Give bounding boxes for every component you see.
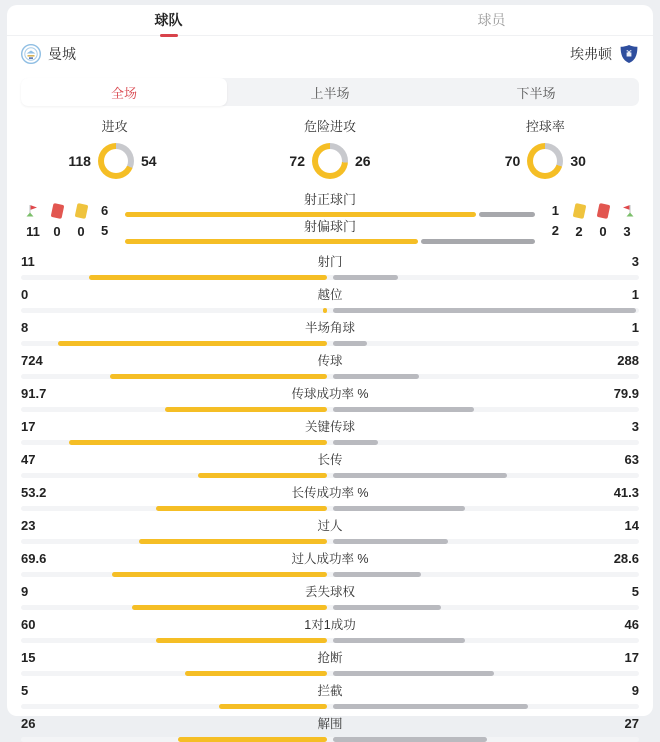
- home-bar: [69, 440, 327, 445]
- segment-first-half[interactable]: [227, 78, 433, 106]
- stat-home-value: 8: [21, 320, 29, 335]
- stat-row: [7, 379, 653, 412]
- shots-off-target-label: 射偏球门: [303, 219, 356, 234]
- stat-bar: [21, 638, 639, 643]
- home-bar: [156, 506, 327, 511]
- stat-home-value: 23: [21, 518, 36, 533]
- stat-bar: [21, 407, 639, 412]
- stat-label: 传球: [317, 354, 343, 368]
- away-bar: [333, 605, 441, 610]
- stat-row: [7, 610, 653, 643]
- stat-label: 过人: [317, 519, 343, 533]
- stat-away-value: 63: [624, 452, 639, 467]
- tab-team[interactable]: [7, 10, 330, 30]
- stat-label: 丢失球权: [304, 585, 355, 599]
- away-corner-flag-icon: [615, 203, 639, 219]
- home-bar: [132, 605, 327, 610]
- period-segmented-control: [21, 78, 639, 106]
- stat-label: 解围: [317, 717, 343, 731]
- home-bar: [112, 572, 327, 577]
- stat-row: [7, 313, 653, 346]
- home-bar: [110, 374, 327, 379]
- stat-label: 半场角球: [304, 321, 355, 335]
- stat-row: [7, 676, 653, 709]
- stat-home-value: 17: [21, 419, 36, 434]
- home-bar: [58, 341, 327, 346]
- stat-bar: [21, 341, 639, 346]
- home-bar: [125, 239, 418, 244]
- away-red-card-icon: [591, 203, 615, 219]
- away-bar: [421, 239, 535, 244]
- stat-home-value: 11: [21, 254, 35, 269]
- stat-away-value: 1: [631, 287, 639, 302]
- away-bar: [333, 572, 421, 577]
- stat-label: 长传成功率 %: [291, 486, 369, 500]
- home-yellow-cards-count: 0: [77, 223, 85, 239]
- team-row: [7, 36, 653, 72]
- home-bar: [178, 737, 327, 742]
- stat-bar: [21, 704, 639, 709]
- donut-ring: [312, 143, 348, 179]
- home-bar: [165, 407, 327, 412]
- stat-row: [7, 478, 653, 511]
- away-yellow-cards-count: 2: [575, 223, 583, 239]
- stat-bar: [21, 671, 639, 676]
- home-red-cards-count: 0: [53, 223, 61, 239]
- stat-bar: [21, 374, 639, 379]
- donut-home-value: 72: [289, 153, 305, 169]
- home-yellow-card-icon: [69, 203, 93, 219]
- stat-bar: [21, 275, 639, 280]
- donut-group: [438, 116, 653, 181]
- stat-away-value: 46: [624, 617, 639, 632]
- away-bar: [333, 374, 419, 379]
- donut-charts: [7, 116, 653, 181]
- away-bar: [333, 341, 367, 346]
- stat-label: 过人成功率 %: [291, 552, 369, 566]
- stat-home-value: 26: [21, 716, 36, 731]
- stat-row: [7, 709, 653, 742]
- stat-home-value: 69.6: [21, 551, 47, 566]
- team-stats-card: [7, 5, 653, 731]
- stat-away-value: 5: [631, 584, 639, 599]
- away-team-name: 埃弗顿: [570, 46, 612, 62]
- stat-row: [7, 247, 653, 280]
- home-bar: [89, 275, 327, 280]
- segment-full-match[interactable]: [21, 78, 227, 106]
- stat-away-value: 41.3: [613, 485, 639, 500]
- man-city-badge-icon: [21, 44, 41, 64]
- stat-away-value: 288: [617, 353, 639, 368]
- stat-away-value: 9: [631, 683, 639, 698]
- stat-rows: [7, 247, 653, 742]
- home-shots-on-target: 6: [101, 203, 109, 218]
- home-bar: [139, 539, 327, 544]
- away-bar: [333, 737, 487, 742]
- donut-group: [222, 116, 437, 181]
- segment-full-match-label: 全场: [110, 85, 137, 101]
- stat-bar: [21, 539, 639, 544]
- away-bar: [333, 506, 465, 511]
- segment-second-half[interactable]: [433, 78, 639, 106]
- stat-label: 关键传球: [304, 420, 355, 434]
- away-bar: [333, 275, 398, 280]
- away-bar: [333, 440, 378, 445]
- stat-home-value: 53.2: [21, 485, 47, 500]
- segment-first-half-label: 上半场: [310, 85, 350, 101]
- home-corner-flag-icon: [21, 203, 45, 219]
- away-bar: [333, 704, 528, 709]
- stat-home-value: 60: [21, 617, 36, 632]
- stat-home-value: 9: [21, 584, 29, 599]
- tab-players[interactable]: [330, 10, 653, 30]
- shots-off-target-cell: [117, 219, 543, 243]
- home-team: [21, 44, 76, 64]
- donut-away-value: 26: [354, 153, 371, 169]
- donut-label: 进攻: [101, 119, 128, 134]
- stat-away-value: 14: [624, 518, 639, 533]
- home-bar: [185, 671, 327, 676]
- stat-label: 越位: [317, 288, 343, 302]
- stat-away-value: 79.9: [613, 386, 639, 401]
- stat-home-value: 15: [21, 650, 36, 665]
- stat-away-value: 17: [624, 650, 639, 665]
- away-team: [570, 44, 639, 64]
- stat-home-value: 724: [21, 353, 43, 368]
- stat-label: 射门: [317, 255, 343, 269]
- stat-home-value: 0: [21, 287, 29, 302]
- shots-off-target-bar: [125, 239, 535, 244]
- stat-bar: [21, 572, 639, 577]
- stat-bar: [21, 308, 639, 313]
- stat-row: [7, 280, 653, 313]
- away-bar: [333, 308, 636, 313]
- top-tab-bar: [7, 5, 653, 35]
- stat-home-value: 5: [21, 683, 29, 698]
- away-corners-count: 3: [623, 223, 631, 239]
- stat-row: [7, 577, 653, 610]
- donut-label: 控球率: [525, 119, 565, 134]
- away-yellow-card-icon: [567, 203, 591, 219]
- stat-row: [7, 445, 653, 478]
- stat-bar: [21, 605, 639, 610]
- stat-label: 1对1成功: [304, 618, 356, 632]
- away-bar: [333, 671, 494, 676]
- stat-bar: [21, 506, 639, 511]
- stat-home-value: 47: [21, 452, 36, 467]
- stat-bar: [21, 737, 639, 742]
- home-bar: [219, 704, 327, 709]
- shots-on-target-label: 射正球门: [303, 192, 356, 207]
- donut-label: 危险进攻: [303, 119, 356, 134]
- shots-on-target-cell: [117, 189, 543, 219]
- away-shots-off-target: 2: [551, 223, 559, 238]
- donut-away-value: 30: [570, 153, 586, 169]
- stat-away-value: 3: [631, 419, 639, 434]
- donut-home-value: 70: [504, 153, 521, 169]
- home-team-name: 曼城: [48, 46, 76, 62]
- donut-away-value: 54: [140, 153, 157, 169]
- home-shots-off-target: 5: [101, 223, 109, 238]
- stat-away-value: 1: [631, 320, 639, 335]
- stat-row: [7, 412, 653, 445]
- away-red-cards-count: 0: [599, 223, 607, 239]
- away-bar: [333, 473, 507, 478]
- home-bar: [198, 473, 327, 478]
- tab-players-label: 球员: [477, 12, 506, 28]
- segment-second-half-label: 下半场: [516, 85, 556, 101]
- donut-ring: [98, 143, 134, 179]
- stat-row: [7, 544, 653, 577]
- away-bar: [333, 638, 465, 643]
- stat-bar: [21, 473, 639, 478]
- stat-away-value: 3: [631, 254, 639, 269]
- away-shots-on-target: 1: [551, 203, 559, 218]
- stat-label: 传球成功率 %: [291, 387, 369, 401]
- stat-label: 拦截: [317, 684, 343, 698]
- stat-row: [7, 511, 653, 544]
- donut-ring: [527, 143, 563, 179]
- shots-block: [21, 189, 639, 243]
- home-red-card-icon: [45, 203, 69, 219]
- active-tab-underline: [160, 34, 178, 37]
- everton-badge-icon: [619, 44, 639, 64]
- stat-label: 长传: [317, 453, 343, 467]
- away-bar: [333, 539, 448, 544]
- stat-row: [7, 346, 653, 379]
- home-bar: [323, 308, 327, 313]
- stat-label: 抢断: [317, 651, 343, 665]
- stat-away-value: 27: [624, 716, 639, 731]
- stat-away-value: 28.6: [613, 551, 639, 566]
- stat-home-value: 91.7: [21, 386, 47, 401]
- tab-team-label: 球队: [154, 12, 183, 28]
- home-corners-count: 11: [26, 223, 40, 239]
- donut-home-value: 118: [68, 153, 91, 169]
- donut-group: [7, 116, 222, 181]
- stat-bar: [21, 440, 639, 445]
- stat-row: [7, 643, 653, 676]
- away-bar: [333, 407, 474, 412]
- home-bar: [156, 638, 327, 643]
